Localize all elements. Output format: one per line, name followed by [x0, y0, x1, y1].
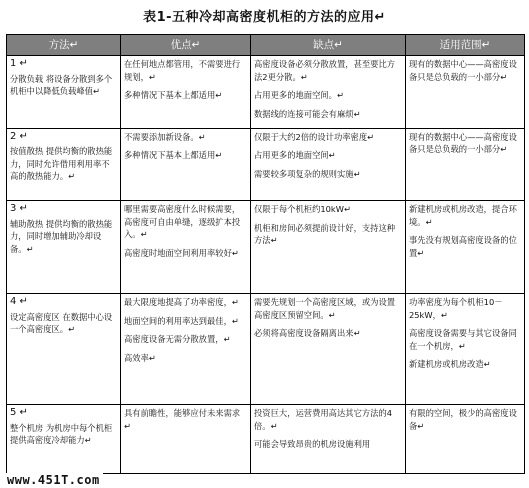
header-pros: 优点↵	[121, 35, 251, 56]
scope-text: 新建机房或机房改造，提合环境。↵	[409, 204, 517, 227]
cell-scope	[406, 294, 525, 405]
cell-scope	[406, 201, 525, 294]
pros-text: 不需要添加新设备。↵	[124, 131, 206, 142]
method-text: 设定高密度区 在数据中心设一个高密度区。↵	[10, 311, 113, 335]
cell-pros	[121, 56, 251, 129]
cell-method	[7, 405, 121, 474]
cons-text: 高密度设备必须分散放置，甚至要比方法2更分散。↵	[254, 59, 396, 82]
scope-text: 事先没有规划高密度设备的位置↵	[409, 235, 517, 258]
method-text: 分散负载 将设备分散到多个机柜中以降低负载峰值↵	[10, 73, 113, 96]
cell-cons	[251, 201, 406, 294]
table-row	[7, 405, 525, 474]
cons-text: 必须将高密度设备隔离出来↵	[254, 328, 361, 339]
header-row	[7, 35, 525, 56]
cons-text: 需要先规划一个高密度区域，或为设置高密度区预留空间。↵	[254, 297, 396, 320]
pros-text: 最大限度地提高了功率密度，↵	[124, 297, 239, 308]
cell-pros	[121, 128, 251, 201]
cell-scope	[406, 128, 525, 201]
cons-text: 占用更多的地面空间↵	[254, 150, 336, 161]
cons-text: 需要较多项复杂的规则实施↵	[254, 168, 361, 179]
row-number: 5 ↵	[10, 407, 28, 419]
cell-scope	[406, 56, 525, 129]
table-row	[7, 201, 525, 294]
cell-method	[7, 56, 121, 129]
cell-cons	[251, 128, 406, 201]
cell-cons	[251, 405, 406, 474]
row-number: 2 ↵	[10, 130, 28, 142]
cons-text: 投资巨大，运营费用高达其它方法的4倍。↵	[254, 408, 393, 431]
method-text: 整个机房 为机房中每个机柜提供高密度冷却能力↵	[10, 422, 113, 446]
cooling-methods-table	[6, 34, 525, 474]
table-row	[7, 294, 525, 405]
pros-text: 高密度时地面空间利用率较好↵	[124, 247, 239, 258]
cell-scope	[406, 405, 525, 474]
cell-method	[7, 201, 121, 294]
cell-pros	[121, 201, 251, 294]
cons-text: 仅限于大约2倍的设计功率密度↵	[254, 131, 375, 142]
pros-text: 高效率↵	[124, 352, 156, 363]
scope-text: 新建机房或机房改造↵	[409, 359, 491, 370]
pros-text: 多种情况下基本上都适用↵	[124, 90, 223, 100]
pros-text: 哪里需要高密度什么时候需要，高密度可自由单缝，逐级扩本投入。↵	[124, 204, 241, 240]
pros-text: 高密度设备无需分散放置，↵	[124, 334, 231, 345]
cons-text: 占用更多的地面空间。↵	[254, 90, 344, 100]
cell-cons	[251, 56, 406, 129]
site-watermark: www.451T.com	[4, 473, 103, 487]
cons-text: 数据线的连接可能会有麻烦↵	[254, 108, 361, 119]
header-cons: 缺点↵	[251, 35, 406, 56]
cell-cons	[251, 294, 406, 405]
cons-text: 可能会导致昂贵的机房设施利用	[254, 439, 371, 450]
header-scope: 适用范围↵	[406, 35, 525, 56]
cell-pros	[121, 405, 251, 474]
row-number: 3 ↵	[10, 203, 28, 215]
scope-text: 现有的数据中心——高密度设备只是总负载的一小部分↵	[409, 131, 517, 155]
pros-text: 多种情况下基本上都适用↵	[124, 150, 223, 161]
cell-pros	[121, 294, 251, 405]
cons-text: 机柜和房间必须提前设计好，支持这种方法↵	[254, 222, 396, 246]
cons-text: 仅限于每个机柜约10kW↵	[254, 204, 351, 215]
table-row	[7, 56, 525, 129]
scope-text: 有限的空间，极少的高密度设备↵	[409, 408, 517, 431]
pros-text: 在任何地点都管用，不需要进行规划，↵	[124, 59, 241, 82]
method-text: 辅助散热 提供均衡的散热能力，同时增加辅助冷却设备。↵	[10, 218, 113, 254]
header-method: 方法↵	[7, 35, 121, 56]
method-text: 按值散热 提供均衡的散热能力，同时允许借用利用率不高的散热能力。↵	[10, 146, 113, 182]
table-row	[7, 128, 525, 201]
cell-method	[7, 128, 121, 201]
row-number: 1 ↵	[10, 58, 28, 69]
pros-text: 具有前瞻性，能够应付未来需求↵	[124, 408, 241, 431]
scope-text: 现有的数据中心——高密度设备只是总负载的一小部分↵	[409, 59, 517, 82]
pros-text: 地面空间的利用率达到最佳，↵	[124, 315, 239, 326]
scope-text: 功率密度为每个机柜10－25kW，↵	[409, 297, 503, 320]
table-caption: 表1-五种冷却高密度机柜的方法的应用↵	[143, 10, 386, 25]
row-number: 4 ↵	[10, 296, 28, 308]
scope-text: 高密度设备需要与其它设备同在一个机房，↵	[409, 328, 517, 351]
cell-method	[7, 294, 121, 405]
